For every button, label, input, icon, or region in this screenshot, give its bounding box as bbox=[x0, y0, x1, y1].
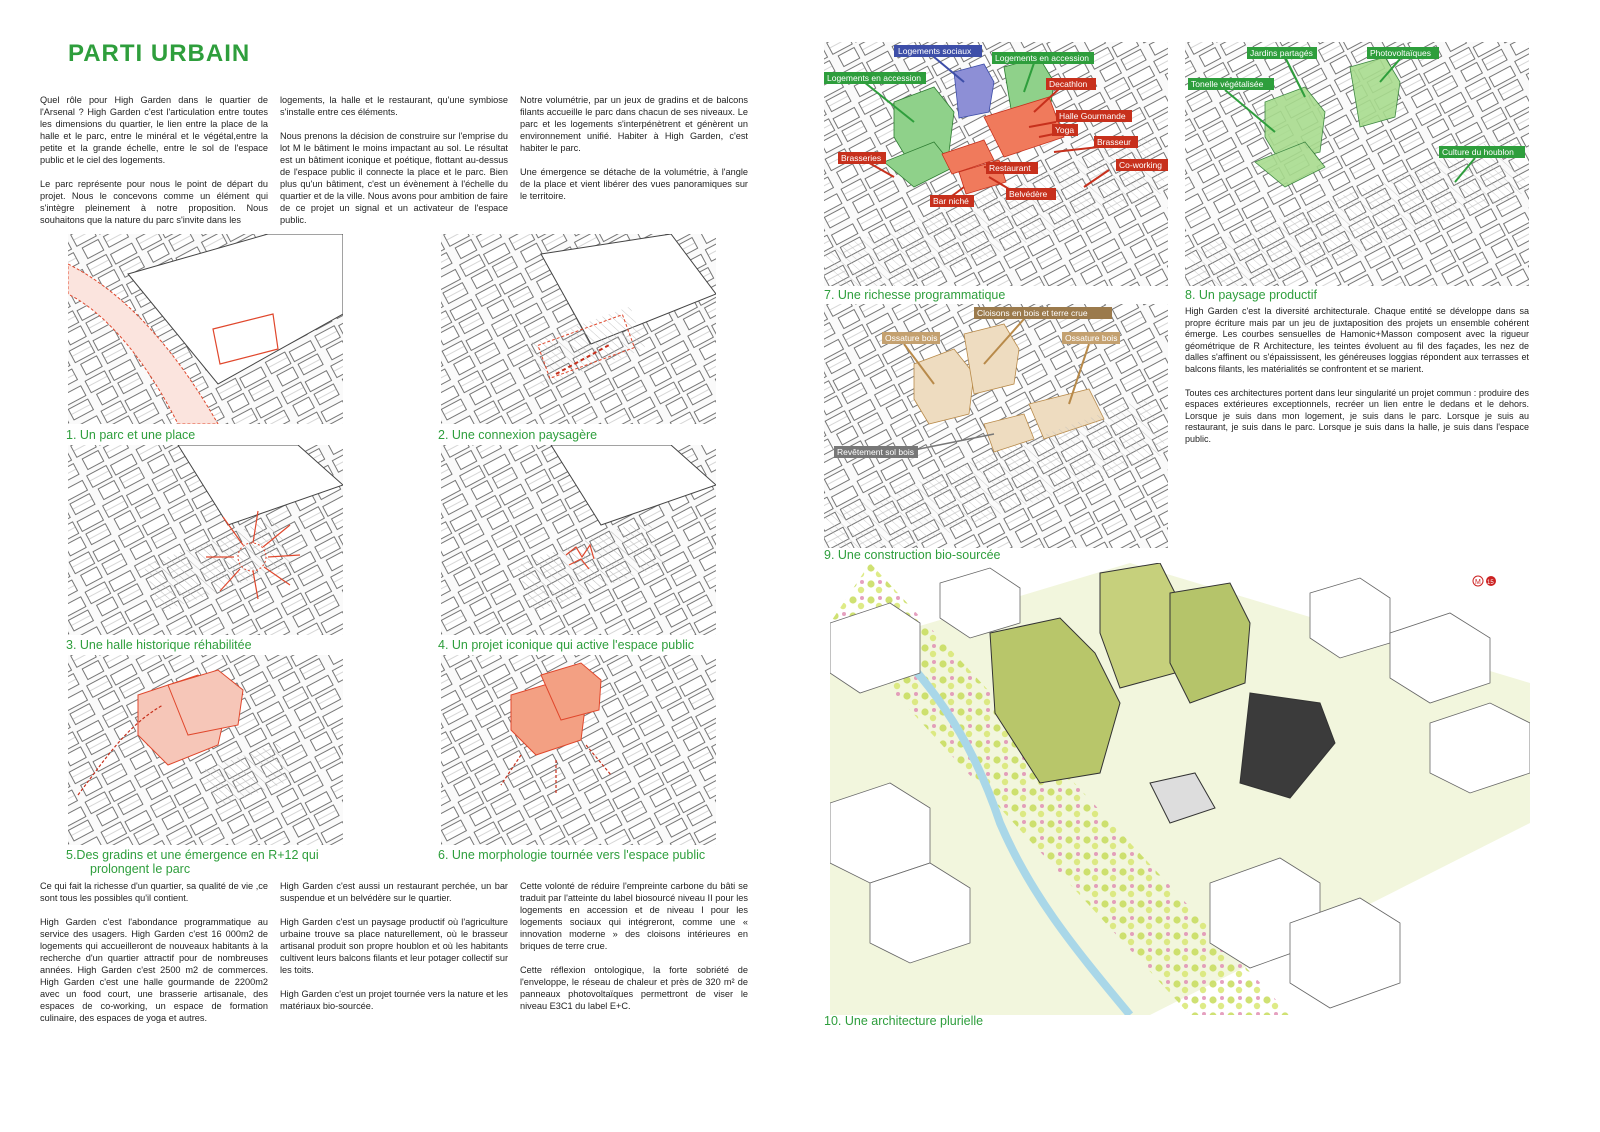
paragraph: High Garden c'est la diversité architecturale. Chaque entité se développe dans sa propre écriture mais par un jeu de juxtaposition des projets un ensemble cohérent émerge. Les courbes sensuelles de Hamonic+Masson composent avec la rigueur géométrique de R Architecture, les teintes évoluent au fil des façades, les nez de dalles s'affinent ou s'épaississent, les généreuses loggias répondent aux terrasses et balcons filants, les matérialités se confrontent et se marient. bbox=[1185, 306, 1529, 374]
tag-ossature-bois-1: Ossature bois bbox=[885, 333, 938, 343]
paragraph: Le parc représente pour nous le point de départ du projet. Nous le concevons comme un élément qui s'intègre pleinement à notre proposition. Nous souhaitons que la nature du parc s'invite dans les bbox=[40, 179, 268, 225]
diagram-3-historic-hall bbox=[68, 445, 343, 635]
diagram-4-iconic-project bbox=[441, 445, 716, 635]
tag-revetement-sol-bois: Revêtement sol bois bbox=[837, 447, 915, 457]
caption-4: 4. Un projet iconique qui active l'espace public bbox=[438, 638, 695, 652]
diagram-8-productive-landscape bbox=[1185, 42, 1529, 286]
metro-line: 15 bbox=[1487, 580, 1494, 586]
tag-restaurant: Restaurant bbox=[989, 163, 1031, 173]
caption-2: 2. Une connexion paysagère bbox=[438, 428, 598, 442]
diagram-10-plural-architecture bbox=[830, 563, 1530, 1015]
tag-brasseur: Brasseur bbox=[1097, 137, 1132, 147]
bottom-column-2 bbox=[280, 880, 508, 1024]
paragraph: High Garden c'est aussi un restaurant perchée, un bar suspendue et un belvédère sur le quartier. bbox=[280, 881, 508, 903]
paragraph: Toutes ces architectures portent dans leur singularité un projet commun : produire des espaces extérieures exceptionnels, recréer un lien entre le dedans et le dehors. Lorsque je suis dans mon logement, je suis dans le parc. Lorsque je suis au restaurant, je suis dans le parc. Lorsque je suis dans la halle, je suis dans l'espace public. bbox=[1185, 387, 1529, 444]
tag-co-working: Co-working bbox=[1119, 160, 1162, 170]
bottom-column-3 bbox=[520, 880, 748, 1024]
tag-photovoltaiques: Photovoltaïques bbox=[1370, 48, 1431, 58]
diagram-1-park-and-square bbox=[68, 234, 343, 424]
tag-tonelle-vegetalisee: Tonelle végétalisée bbox=[1191, 79, 1264, 89]
tag-decathlon: Decathlon bbox=[1049, 79, 1088, 89]
caption-7: 7. Une richesse programmatique bbox=[824, 288, 1006, 302]
tag-belvedere: Belvédère bbox=[1009, 189, 1048, 199]
diagram-6-morphology bbox=[441, 655, 716, 845]
tag-cloisons: Cloisons en bois et terre crue bbox=[977, 308, 1088, 318]
tag-yoga: Yoga bbox=[1055, 125, 1075, 135]
caption-6: 6. Une morphologie tournée vers l'espace public bbox=[438, 848, 706, 862]
paragraph: logements, la halle et le restaurant, qu'une symbiose s'installe entre ces éléments. bbox=[280, 95, 508, 117]
caption-8: 8. Un paysage productif bbox=[1185, 288, 1318, 302]
intro-column-1 bbox=[40, 94, 268, 238]
tag-logements-accession-2: Logements en accession bbox=[995, 53, 1090, 63]
tag-bar-niche: Bar niché bbox=[933, 196, 969, 206]
paragraph: Une émergence se détache de la volumétrie, à l'angle de la place et vient libérer des vues panoramiques sur le territoire. bbox=[520, 167, 748, 201]
intro-column-3 bbox=[520, 94, 748, 214]
tag-ossature-bois-2: Ossature bois bbox=[1065, 333, 1118, 343]
caption-5: 5.Des gradins et une émergence en R+12 qui prolongent le parc bbox=[66, 848, 319, 876]
caption-9: 9. Une construction bio-sourcée bbox=[824, 548, 1001, 562]
tag-logements-accession: Logements en accession bbox=[827, 73, 922, 83]
paragraph: Cette réflexion ontologique, la forte sobriété de l'enveloppe, le réseau de chaleur et près de 320 m² de panneaux photovoltaïques permettront de viser le niveau E3C1 du label E+C. bbox=[520, 965, 748, 1011]
page-title: PARTI URBAIN bbox=[68, 40, 251, 67]
diagram-7-program bbox=[824, 42, 1168, 286]
right-text bbox=[1185, 306, 1529, 458]
tag-jardins-partages: Jardins partagés bbox=[1250, 48, 1313, 58]
paragraph: High Garden c'est un paysage productif où l'agriculture urbaine trouve sa place naturellement, où le brasseur artisanal produit son propre houblon et où les habitants cultivent leurs balcons filants et leur potager collectif sur les toits. bbox=[280, 917, 508, 975]
paragraph: Quel rôle pour High Garden dans le quartier de l'Arsenal ? High Garden c'est l'articulation entre toutes les dimensions du quartier, le lien entre la place de la halle et le parc, entre le minéral et le végétal,entre la petite et la grande échelle, entre le sol de l'espace public et le ciel des logements. bbox=[40, 95, 268, 165]
diagram-9-bio-sourced bbox=[824, 304, 1168, 548]
paragraph: Cette volonté de réduire l'empreinte carbone du bâti se traduit par l'atteinte du label biosourcé niveau II pour les logements en accession et de niveau I pour les logements sociaux qui intégreront, comme une « innovation moderne » des cloisons intérieures en briques de terre crue. bbox=[520, 881, 748, 951]
intro-column-2 bbox=[280, 94, 508, 238]
tag-culture-houblon: Culture du houblon bbox=[1442, 147, 1514, 157]
tag-brasseries: Brasseries bbox=[841, 153, 882, 163]
paragraph: High Garden c'est l'abondance programmatique au service des usagers. High Garden c'est 16 000m2 de logements qui accueilleront de nouveaux habitants à la recherche d'un quartier attractif pour de nombreuses années. High Garden c'est 2500 m2 de commerces. High Garden c'est une halle gourmande de 2200m2 avec un food court, une brasserie artisanale, des espaces de co-working, un espace de formation culinaire, des espaces de yoga et autres. bbox=[40, 917, 268, 1023]
paragraph: Notre volumétrie, par un jeux de gradins et de balcons filants accueille le parc dans chacun de ses niveaux. Le parc et les logements s'interpénètrent et génèrent un environnement unifié. Habiter à High Garden, c'est habiter le parc. bbox=[520, 95, 748, 153]
diagram-2-landscape-connection bbox=[441, 234, 716, 424]
caption-3: 3. Une halle historique réhabilitée bbox=[66, 638, 252, 652]
tag-halle-gourmande: Halle Gourmande bbox=[1059, 111, 1126, 121]
tag-logements-sociaux: Logements sociaux bbox=[898, 46, 972, 56]
bottom-column-1 bbox=[40, 880, 268, 1036]
diagram-5-terraces-and-tower bbox=[68, 655, 343, 845]
metro-sign: M bbox=[1475, 579, 1481, 586]
caption-1: 1. Un parc et une place bbox=[66, 428, 196, 442]
caption-10: 10. Une architecture plurielle bbox=[824, 1014, 984, 1028]
paragraph: Ce qui fait la richesse d'un quartier, sa qualité de vie ,ce sont tous les possibles qu'il contient. bbox=[40, 881, 268, 903]
paragraph: High Garden c'est un projet tournée vers la nature et les matériaux bio-sourcée. bbox=[280, 989, 508, 1011]
paragraph: Nous prenons la décision de construire sur l'emprise du lot M le bâtiment le moins impactant au sol. Le résultat est un bâtiment iconique et poétique, flottant au-dessus de l'espace public il connecte la place et le parc. Bien plus qu'un bâtiment, c'est un évènement à l'échelle du quartier et de la ville. Nous avons pour ambition de faire de ce projet un signal et un activateur de l'espace public. bbox=[280, 131, 508, 225]
